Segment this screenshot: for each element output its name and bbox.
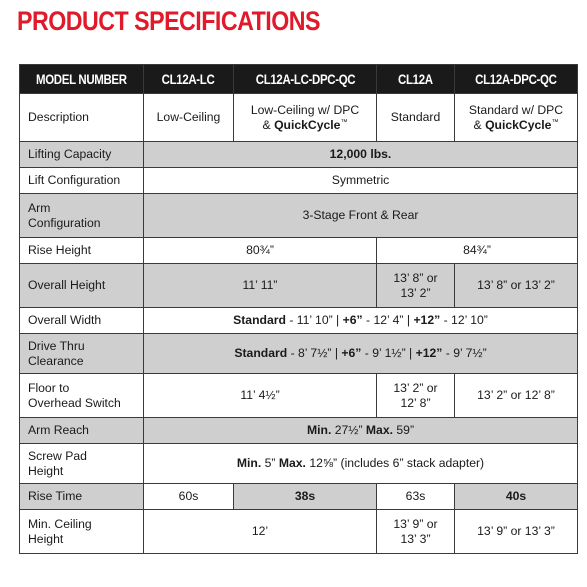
bold-text: +6”	[342, 313, 363, 327]
cell-text: - 12’ 4” |	[362, 313, 414, 327]
cell-text: - 9’ 1½” |	[361, 346, 416, 360]
header-cl12a-lc: CL12A-LC	[144, 65, 234, 94]
cell-value	[144, 142, 578, 168]
row-description	[20, 94, 578, 142]
cell-value: 84¾”	[377, 238, 578, 264]
cell-text: 13’ 2” or	[393, 380, 438, 395]
label-text: Min. Ceiling	[28, 516, 92, 531]
brand-name: QuickCycle	[274, 117, 341, 132]
cell-text: 13’ 9” or	[393, 516, 438, 531]
cell-text: 59”	[393, 423, 415, 437]
label-text: Screw Pad	[28, 448, 87, 463]
cell-value: 13’ 8” or 13’ 2”	[455, 264, 578, 308]
row-arm-reach	[20, 418, 578, 444]
label-text: Configuration	[28, 215, 101, 230]
cell-text: Standard w/ DPC	[468, 102, 564, 117]
cell-value	[377, 374, 455, 418]
cell-text: &	[473, 117, 486, 132]
bold-text: Standard	[234, 346, 288, 360]
bold-text: Standard	[233, 313, 286, 327]
cell-value	[455, 94, 578, 142]
row-label: Rise Time	[20, 484, 144, 510]
cell-value	[455, 484, 578, 510]
cell-value: 13’ 2” or 12’ 8”	[455, 374, 578, 418]
header-cl12a: CL12A	[377, 65, 455, 94]
row-screw-pad-height	[20, 444, 578, 484]
cell-value	[377, 510, 455, 554]
label-text: Height	[28, 463, 64, 478]
cell-value	[144, 444, 578, 484]
cell-text: &	[262, 117, 275, 132]
bold-text: +6”	[341, 346, 362, 360]
bold-text: +12”	[413, 313, 441, 327]
cell-text: 12’ 8”	[400, 395, 431, 410]
brand-name: QuickCycle	[485, 117, 552, 132]
row-drive-thru-clearance	[20, 334, 578, 374]
row-label	[20, 334, 144, 374]
row-label: Overall Width	[20, 308, 144, 334]
cell-value: 63s	[377, 484, 455, 510]
row-min-ceiling-height	[20, 510, 578, 554]
label-text: Overhead Switch	[28, 395, 121, 410]
row-label	[20, 444, 144, 484]
cell-text: 12⅝” (includes 6” stack adapter)	[305, 456, 485, 470]
header-cl12a-lc-dpc-qc: CL12A-LC-DPC-QC	[234, 65, 377, 94]
label-text: Height	[28, 531, 64, 546]
label-text: Drive Thru	[28, 338, 85, 353]
cell-text: 27½”	[331, 423, 366, 437]
bold-text: 40s	[505, 489, 527, 503]
cell-value: Symmetric	[144, 168, 578, 194]
cell-text: - 8’ 7½” |	[287, 346, 342, 360]
trademark-symbol: ™	[340, 118, 348, 126]
row-overall-height	[20, 264, 578, 308]
label-text: Clearance	[28, 353, 84, 368]
row-lift-configuration	[20, 168, 578, 194]
cell-value	[234, 484, 377, 510]
row-floor-to-overhead-switch	[20, 374, 578, 418]
table-header-row	[20, 65, 578, 94]
cell-text: - 9’ 7½”	[442, 346, 487, 360]
trademark-symbol: ™	[551, 118, 559, 126]
cell-text: Low-Ceiling w/ DPC	[250, 102, 360, 117]
page-title: PRODUCT SPECIFICATIONS	[17, 6, 321, 36]
cell-text: - 11’ 10” |	[285, 313, 343, 327]
cell-value	[144, 308, 578, 334]
bold-text: +12”	[415, 346, 443, 360]
cell-value	[377, 264, 455, 308]
row-label	[20, 194, 144, 238]
bold-text: Min.	[306, 423, 332, 437]
bold-text: Max.	[278, 456, 306, 470]
cell-text: - 12’ 10”	[440, 313, 488, 327]
cell-text: 12,000 lbs.	[329, 147, 392, 161]
cell-value	[234, 94, 377, 142]
row-label: Rise Height	[20, 238, 144, 264]
row-overall-width	[20, 308, 578, 334]
row-arm-configuration	[20, 194, 578, 238]
cell-text: 5”	[261, 456, 279, 470]
header-cl12a-dpc-qc: CL12A-DPC-QC	[455, 65, 578, 94]
row-label	[20, 374, 144, 418]
cell-value: 13’ 9” or 13’ 3”	[455, 510, 578, 554]
cell-value: 3-Stage Front & Rear	[144, 194, 578, 238]
cell-value	[144, 418, 578, 444]
cell-value: 11’ 4½”	[144, 374, 377, 418]
cell-value	[144, 334, 578, 374]
row-label	[20, 510, 144, 554]
row-label: Arm Reach	[20, 418, 144, 444]
cell-value: Low-Ceiling	[144, 94, 234, 142]
bold-text: Min.	[236, 456, 262, 470]
bold-text: 38s	[294, 489, 316, 503]
header-model-number: MODEL NUMBER	[20, 65, 144, 94]
bold-text: Max.	[365, 423, 394, 437]
cell-text: 13’ 2”	[400, 285, 431, 300]
cell-value: Standard	[377, 94, 455, 142]
row-label: Overall Height	[20, 264, 144, 308]
cell-text: 13’ 3”	[400, 531, 431, 546]
row-lifting-capacity	[20, 142, 578, 168]
row-label: Lift Configuration	[20, 168, 144, 194]
cell-text: 13’ 8” or	[393, 270, 438, 285]
label-text: Arm	[28, 200, 51, 215]
cell-value: 11’ 11”	[144, 264, 377, 308]
row-label: Description	[20, 94, 144, 142]
row-rise-height	[20, 238, 578, 264]
cell-value: 12’	[144, 510, 377, 554]
row-label: Lifting Capacity	[20, 142, 144, 168]
row-rise-time	[20, 484, 578, 510]
label-text: Floor to	[28, 380, 70, 395]
cell-value: 80¾”	[144, 238, 377, 264]
specifications-table	[19, 64, 578, 554]
cell-value: 60s	[144, 484, 234, 510]
